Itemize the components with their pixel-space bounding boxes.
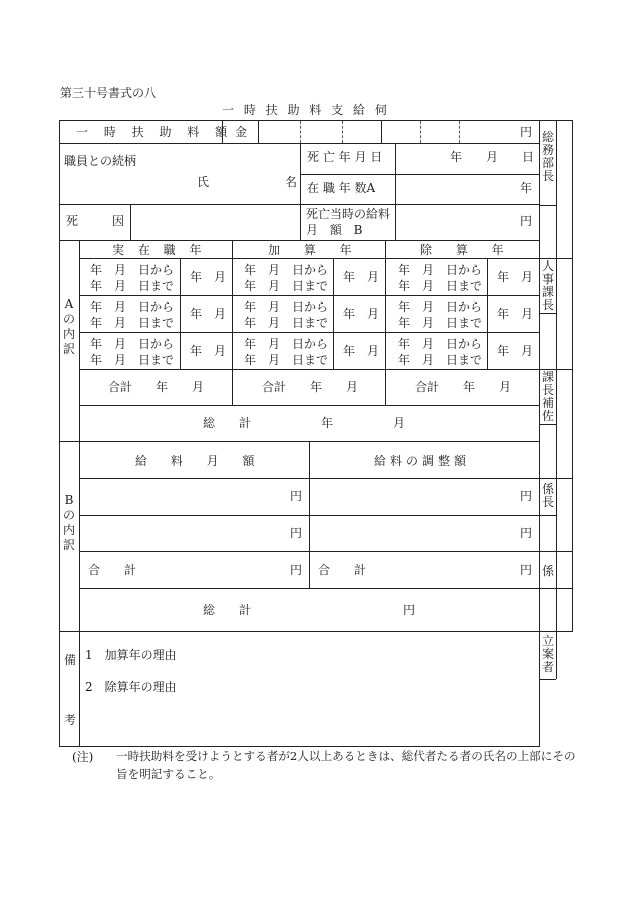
form-title: 一 時 扶 助 料 支 給 伺 <box>222 103 390 117</box>
b-grand-total-label: 総 計 <box>203 603 252 617</box>
section-a-label: A の 内 訳 <box>62 297 75 356</box>
b-grand-total-yen: 円 <box>403 603 416 617</box>
header-actual-service: 実 在 職 年 <box>112 243 207 257</box>
approval-kakari: 係 <box>541 564 554 578</box>
death-year: 年 <box>450 150 463 164</box>
b-subtotal-right-label: 合 計 <box>318 563 367 577</box>
subtotal-actual: 合計 年 月 <box>108 380 205 394</box>
a-grand-total-unit: 年 月 <box>321 416 406 430</box>
amount-label: 一 時 扶 助 料 額 <box>76 125 234 139</box>
header-excluded-years: 除 算 年 <box>420 243 514 257</box>
salary-label-2: 月 額 B <box>306 223 367 237</box>
cause-label-shi: 死 <box>66 214 79 228</box>
remarks-label-ko: 考 <box>64 713 77 727</box>
note-label: (注) <box>72 750 94 764</box>
b-subtotal-left-label: 合 計 <box>88 563 137 577</box>
remarks-item-2: 2 除算年の理由 <box>85 680 177 694</box>
form-number: 第三十号書式の八 <box>60 86 157 100</box>
kin-label: 金 <box>235 125 248 139</box>
b-subtotal-left-yen: 円 <box>290 563 303 577</box>
header-added-years: 加 算 年 <box>268 243 362 257</box>
b-yen-2r: 円 <box>520 526 533 540</box>
subtotal-added: 合計 年 月 <box>262 380 359 394</box>
approval-kacho-hosa: 課長補佐 <box>541 370 554 423</box>
cause-label-in: 因 <box>112 214 125 228</box>
amount-yen: 円 <box>520 125 533 139</box>
service-years-unit: 年 <box>520 181 533 195</box>
approval-jinji-kacho: 人事課長 <box>541 259 554 312</box>
remarks-item-1: 1 加算年の理由 <box>85 648 177 662</box>
note-line-1: 一時扶助料を受けようとする者が2人以上あるときは、総代者たる者の氏名の上部にその <box>116 749 576 763</box>
salary-label-1: 死亡当時の給料 <box>306 207 391 221</box>
b-yen-2l: 円 <box>290 526 303 540</box>
header-monthly-salary: 給 料 月 額 <box>135 454 265 468</box>
approval-kakaricho: 係長 <box>541 482 554 509</box>
approval-rianja: 立案者 <box>541 634 554 674</box>
note-line-2: 旨を明記すること。 <box>116 767 221 781</box>
remarks-label-bi: 備 <box>64 653 77 667</box>
salary-yen: 円 <box>520 214 533 228</box>
b-yen-1r: 円 <box>520 489 533 503</box>
b-subtotal-right-yen: 円 <box>520 563 533 577</box>
a-grand-total-label: 総 計 <box>203 416 252 430</box>
shi-label: 氏 <box>197 175 210 189</box>
section-b-label: B の 内 訳 <box>62 493 75 552</box>
subtotal-excluded: 合計 年 月 <box>415 380 512 394</box>
header-salary-adjustment: 給料の調整額 <box>374 454 471 468</box>
death-date-label: 死 亡 年 月 日 <box>307 150 383 164</box>
relation-label: 職員との続柄 <box>64 154 137 168</box>
approval-somu-bucho: 総務部長 <box>541 130 554 183</box>
death-month: 月 <box>486 150 499 164</box>
mei-label: 名 <box>285 175 298 189</box>
service-years-label: 在 職 年 数A <box>307 181 376 195</box>
b-yen-1l: 円 <box>290 489 303 503</box>
death-day: 日 <box>522 150 535 164</box>
